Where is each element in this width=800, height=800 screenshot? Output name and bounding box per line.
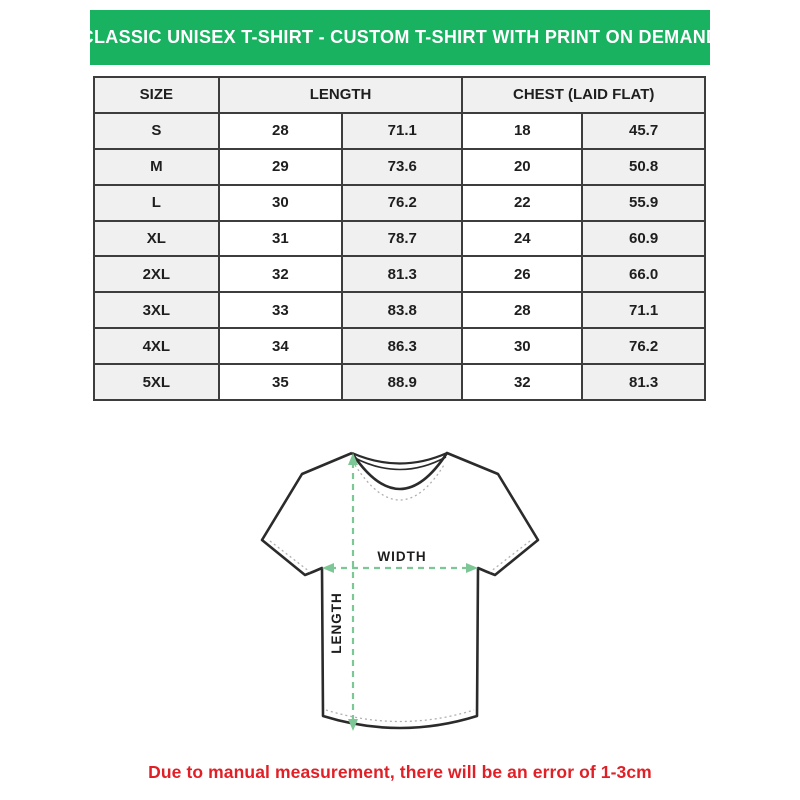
tshirt-measurement-diagram xyxy=(250,440,550,750)
table-row xyxy=(94,113,705,149)
table-row xyxy=(94,292,705,328)
table-row xyxy=(94,185,705,221)
chest-in-cell: 20 xyxy=(462,149,582,185)
chest-in-cell: 18 xyxy=(462,113,582,149)
chest-cm-cell: 71.1 xyxy=(582,292,705,328)
chest-in-cell: 32 xyxy=(462,364,582,400)
length-cm-cell: 81.3 xyxy=(342,256,462,292)
size-cell: L xyxy=(94,185,219,221)
header-chest: CHEST (LAID FLAT) xyxy=(462,77,705,113)
length-cm-cell: 88.9 xyxy=(342,364,462,400)
chest-cm-cell: 50.8 xyxy=(582,149,705,185)
size-cell: M xyxy=(94,149,219,185)
chest-cm-cell: 81.3 xyxy=(582,364,705,400)
size-cell: 3XL xyxy=(94,292,219,328)
header-size: SIZE xyxy=(94,77,219,113)
chest-in-cell: 26 xyxy=(462,256,582,292)
chest-cm-cell: 60.9 xyxy=(582,221,705,257)
tshirt-diagram-icon xyxy=(250,440,550,750)
length-cm-cell: 86.3 xyxy=(342,328,462,364)
chest-in-cell: 28 xyxy=(462,292,582,328)
length-in-cell: 32 xyxy=(219,256,342,292)
page-title: CLASSIC UNISEX T-SHIRT - CUSTOM T-SHIRT WITH PRINT ON DEMAND xyxy=(80,27,720,47)
length-cm-cell: 76.2 xyxy=(342,185,462,221)
length-cm-cell: 83.8 xyxy=(342,292,462,328)
length-in-cell: 29 xyxy=(219,149,342,185)
table-row xyxy=(94,364,705,400)
size-cell: S xyxy=(94,113,219,149)
size-table xyxy=(93,76,706,401)
chest-cm-cell: 66.0 xyxy=(582,256,705,292)
width-label: WIDTH xyxy=(377,549,427,564)
table-row xyxy=(94,149,705,185)
table-row xyxy=(94,221,705,257)
length-cm-cell: 71.1 xyxy=(342,113,462,149)
length-cm-cell: 73.6 xyxy=(342,149,462,185)
length-in-cell: 34 xyxy=(219,328,342,364)
table-row xyxy=(94,256,705,292)
tshirt-outline xyxy=(262,453,538,728)
chest-in-cell: 22 xyxy=(462,185,582,221)
size-cell: 5XL xyxy=(94,364,219,400)
size-cell: XL xyxy=(94,221,219,257)
collar-band-line xyxy=(352,453,447,464)
length-cm-cell: 78.7 xyxy=(342,221,462,257)
chest-cm-cell: 55.9 xyxy=(582,185,705,221)
length-in-cell: 28 xyxy=(219,113,342,149)
length-in-cell: 33 xyxy=(219,292,342,328)
chest-cm-cell: 45.7 xyxy=(582,113,705,149)
length-in-cell: 31 xyxy=(219,221,342,257)
measurement-error-note: Due to manual measurement, there will be an error of 1-3cm xyxy=(148,762,652,782)
chest-in-cell: 30 xyxy=(462,328,582,364)
header-length: LENGTH xyxy=(219,77,463,113)
chest-in-cell: 24 xyxy=(462,221,582,257)
title-banner xyxy=(80,10,720,65)
length-label: LENGTH xyxy=(329,592,344,654)
size-cell: 2XL xyxy=(94,256,219,292)
table-header-row xyxy=(94,77,705,113)
table-row xyxy=(94,328,705,364)
length-in-cell: 35 xyxy=(219,364,342,400)
chest-cm-cell: 76.2 xyxy=(582,328,705,364)
length-in-cell: 30 xyxy=(219,185,342,221)
size-cell: 4XL xyxy=(94,328,219,364)
